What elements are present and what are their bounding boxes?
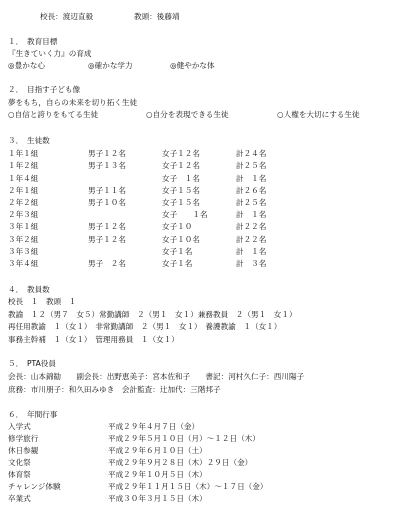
ideal-item-expression: ○自分を表現できる生徒	[146, 110, 229, 119]
staff-line-1: 校長 １ 教頭 １	[8, 297, 77, 306]
row-girls: 女子１２名	[162, 149, 200, 158]
event-date: 平成２９年５月１０日（月）～１２日（木）	[108, 434, 260, 443]
row-grade: １年２組	[8, 161, 39, 170]
event-name: 体育祭	[8, 470, 31, 479]
ideal-item-human-rights: ○人権を大切にする生徒	[277, 110, 360, 119]
section-1-heading: １． 教育目標	[8, 37, 58, 46]
event-date: 平成２９年９月２８日（木）２９日（金）	[108, 458, 253, 467]
event-name: 修学旅行	[8, 434, 39, 443]
row-girls: 女子１５名	[162, 198, 200, 207]
row-total: 計 １名	[236, 247, 267, 256]
row-grade: ３年３組	[8, 247, 39, 256]
event-date: 平成２９年４月７日（金）	[108, 422, 200, 431]
row-girls: 女子 １名	[162, 174, 200, 183]
ideal-student: 夢をもち，自らの未来を切り拓く生徒	[8, 98, 138, 107]
event-date: 平成３０年３月１５日（木）	[108, 494, 207, 503]
row-grade: ３年２組	[8, 235, 39, 244]
row-boys: 男子１０名	[88, 198, 126, 207]
row-total: 計 １名	[236, 210, 267, 219]
row-grade: ３年１組	[8, 222, 39, 231]
row-grade: １年４組	[8, 174, 39, 183]
pta-line-2: 庶務：市川朋子：和久田みゆき 会計監査：辻加代：三階邦子	[8, 385, 221, 394]
event-name: チャレンジ体験	[8, 482, 61, 491]
event-date: 平成２９年１０月５日（木）	[108, 470, 207, 479]
section-6-heading: ６． 年間行事	[8, 410, 58, 419]
row-total: 計２２名	[236, 235, 267, 244]
section-3-heading: ３． 生徒数	[8, 136, 50, 145]
row-total: 計２５名	[236, 161, 267, 170]
row-girls: 女子１名	[162, 259, 193, 268]
staff-line-3: 再任用教諭 １（女１） 非常勤講師 ２（男１ 女１） 養護教諭 １（女１）	[8, 322, 282, 331]
section-4-heading: ４． 教員数	[8, 285, 50, 294]
event-name: 卒業式	[8, 494, 31, 503]
row-total: 計２５名	[236, 198, 267, 207]
row-boys: 男子１２名	[88, 235, 126, 244]
row-total: 計２６名	[236, 186, 267, 195]
section-5-heading: ５． PTA役員	[8, 359, 56, 368]
row-total: 計 ３名	[236, 259, 267, 268]
staff-line-2: 教諭 １２（男７ 女５）常勤講師 ２（男１ 女１）兼務教員 ２（男１ 女１）	[8, 310, 297, 319]
row-girls: 女子 １名	[162, 210, 208, 219]
row-total: 計 １名	[236, 174, 267, 183]
goal-item-ability: ◎確かな学力	[88, 61, 133, 70]
goal-item-body: ◎健やかな体	[170, 61, 215, 70]
section-2-heading: ２． 目指す子ども像	[8, 85, 81, 94]
row-grade: １年１組	[8, 149, 39, 158]
row-girls: 女子１５名	[162, 186, 200, 195]
principal-name: 校長：渡辺直毅	[40, 12, 94, 21]
row-total: 計２２名	[236, 222, 267, 231]
row-grade: ３年４組	[8, 259, 39, 268]
row-total: 計２４名	[236, 149, 267, 158]
row-boys: 男子１２名	[88, 149, 126, 158]
row-boys: 男子 ２名	[88, 259, 126, 268]
event-name: 休日参観	[8, 446, 39, 455]
row-boys: 男子１１名	[88, 186, 126, 195]
row-grade: ２年１組	[8, 186, 39, 195]
row-girls: 女子１２名	[162, 161, 200, 170]
education-goal: 『生きていく力』の育成	[8, 49, 92, 58]
row-grade: ２年２組	[8, 198, 39, 207]
row-boys: 男子１２名	[88, 222, 126, 231]
pta-line-1: 会長：山本錦勧 副会長：出野恵美子：宮本佐和子 書記：河村久仁子：西川陽子	[8, 372, 305, 381]
row-boys: 男子１３名	[88, 161, 126, 170]
row-girls: 女子１０名	[162, 235, 200, 244]
vice-principal-name: 教頭：後藤靖	[134, 12, 180, 21]
event-date: 平成２９年１１月１５日（木）～１７日（金）	[108, 482, 268, 491]
row-grade: ２年３組	[8, 210, 39, 219]
row-girls: 女子１０	[162, 222, 193, 231]
goal-item-heart: ◎豊かな心	[8, 61, 46, 70]
ideal-item-pride: ○自信と誇りをもてる生徒	[8, 110, 99, 119]
row-girls: 女子１名	[162, 247, 193, 256]
event-name: 文化祭	[8, 458, 31, 467]
staff-line-4: 事務主幹補 １（女１） 管理用務員 １（女１）	[8, 335, 179, 344]
event-name: 入学式	[8, 422, 31, 431]
event-date: 平成２９年６月１０日（土）	[108, 446, 207, 455]
